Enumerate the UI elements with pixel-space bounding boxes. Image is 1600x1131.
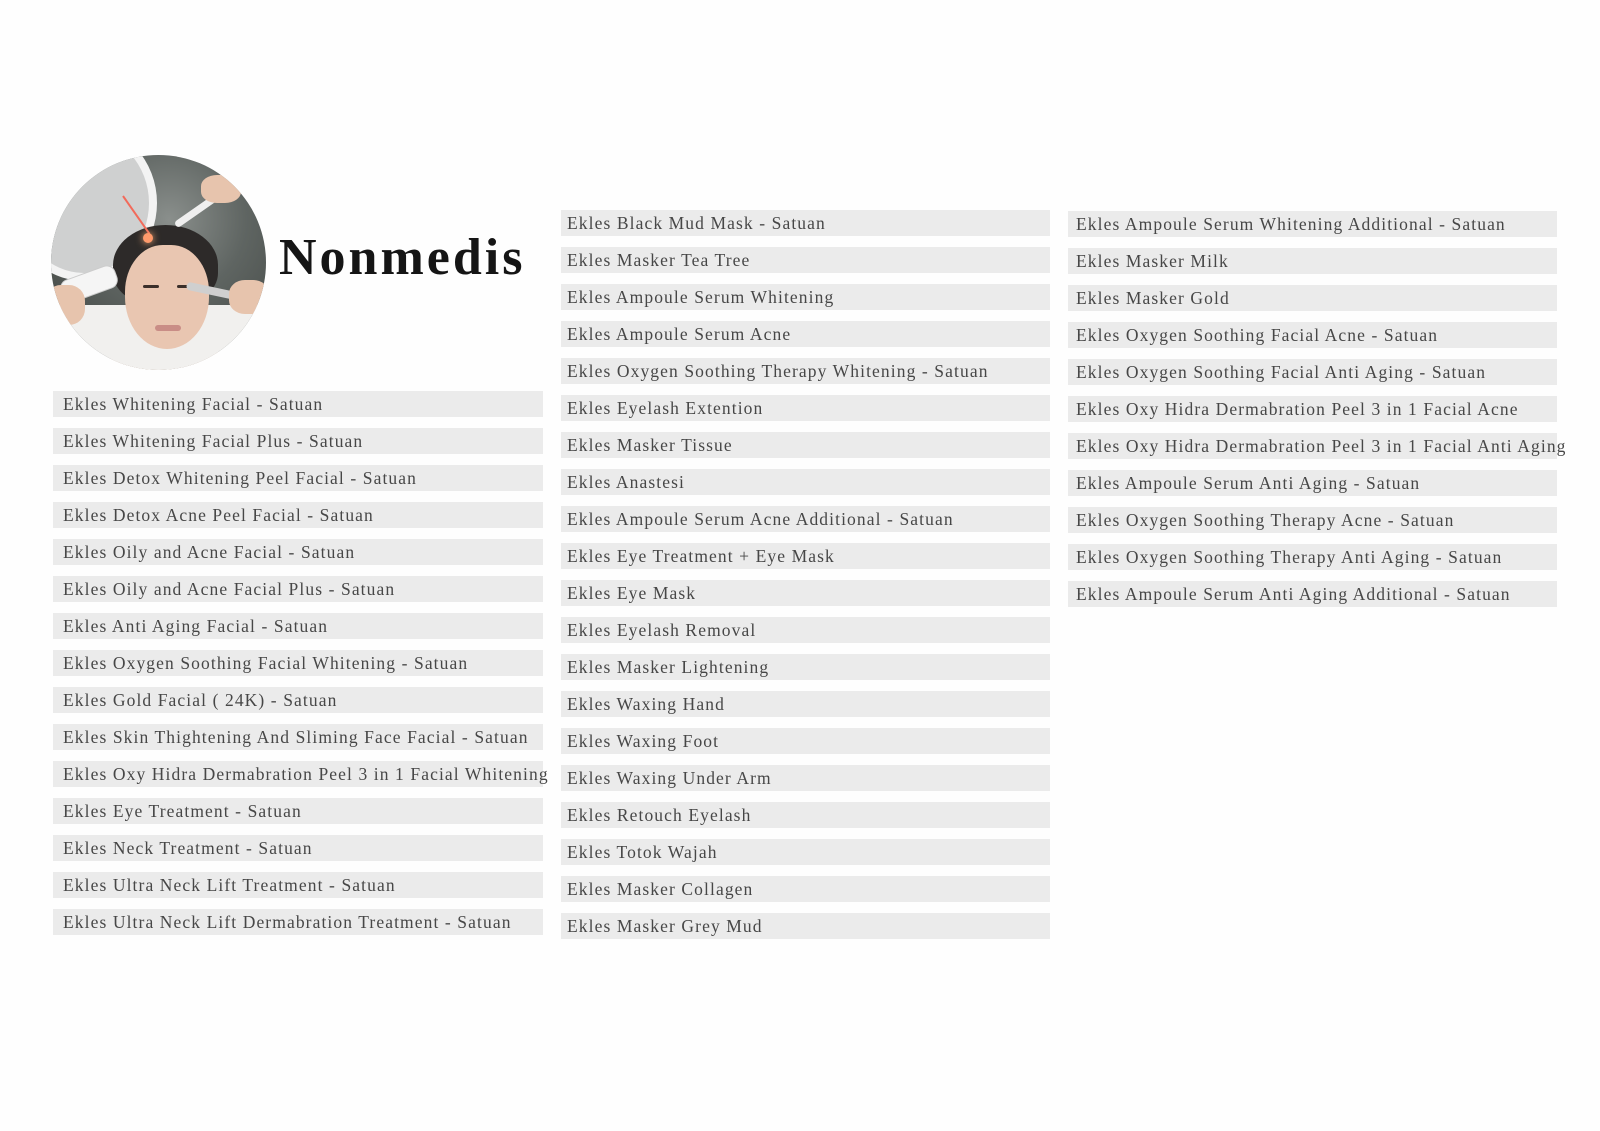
eye-left [143,285,159,288]
hand-left [51,285,85,325]
service-item: Ekles Masker Milk [1068,248,1557,274]
service-item: Ekles Whitening Facial - Satuan [53,391,543,417]
service-item: Ekles Masker Gold [1068,285,1557,311]
hand-top [201,175,241,203]
service-item: Ekles Eyelash Removal [561,617,1050,643]
laser-glow [143,233,153,243]
service-item: Ekles Oxy Hidra Dermabration Peel 3 in 1 Facial Anti Aging [1068,433,1557,459]
service-list-middle [561,210,1050,950]
service-item: Ekles Oxygen Soothing Therapy Whitening - Satuan [561,358,1050,384]
service-item: Ekles Black Mud Mask - Satuan [561,210,1050,236]
service-item: Ekles Eye Treatment - Satuan [53,798,543,824]
service-item: Ekles Masker Lightening [561,654,1050,680]
service-item: Ekles Anastesi [561,469,1050,495]
service-item: Ekles Masker Tissue [561,432,1050,458]
service-item: Ekles Ultra Neck Lift Treatment - Satuan [53,872,543,898]
service-item: Ekles Waxing Under Arm [561,765,1050,791]
service-item: Ekles Ampoule Serum Acne Additional - Satuan [561,506,1050,532]
service-item: Ekles Oxygen Soothing Therapy Acne - Satuan [1068,507,1557,533]
facial-treatment-photo [51,155,266,370]
service-item: Ekles Oxygen Soothing Facial Anti Aging - Satuan [1068,359,1557,385]
service-item: Ekles Gold Facial ( 24K) - Satuan [53,687,543,713]
service-item: Ekles Totok Wajah [561,839,1050,865]
service-item: Ekles Masker Tea Tree [561,247,1050,273]
service-item: Ekles Retouch Eyelash [561,802,1050,828]
service-item: Ekles Oxy Hidra Dermabration Peel 3 in 1 Facial Acne [1068,396,1557,422]
lips [155,325,181,331]
service-list-left [53,391,549,946]
service-item: Ekles Eyelash Extention [561,395,1050,421]
service-item: Ekles Eye Treatment + Eye Mask [561,543,1050,569]
page-title: Nonmedis [279,229,526,286]
service-item: Ekles Neck Treatment - Satuan [53,835,543,861]
service-item: Ekles Detox Whitening Peel Facial - Satuan [53,465,543,491]
service-item: Ekles Anti Aging Facial - Satuan [53,613,543,639]
service-item: Ekles Ultra Neck Lift Dermabration Treatment - Satuan [53,909,543,935]
hand-right [229,280,266,314]
service-item: Ekles Masker Grey Mud [561,913,1050,939]
service-item: Ekles Oxygen Soothing Therapy Anti Aging - Satuan [1068,544,1557,570]
service-item: Ekles Detox Acne Peel Facial - Satuan [53,502,543,528]
face-shape [125,245,209,349]
service-item: Ekles Oily and Acne Facial Plus - Satuan [53,576,543,602]
service-item: Ekles Whitening Facial Plus - Satuan [53,428,543,454]
service-item: Ekles Ampoule Serum Anti Aging Additional - Satuan [1068,581,1557,607]
service-item: Ekles Ampoule Serum Anti Aging - Satuan [1068,470,1557,496]
service-item: Ekles Waxing Foot [561,728,1050,754]
service-item: Ekles Waxing Hand [561,691,1050,717]
service-item: Ekles Oily and Acne Facial - Satuan [53,539,543,565]
service-item: Ekles Oxygen Soothing Facial Whitening - Satuan [53,650,543,676]
service-item: Ekles Oxy Hidra Dermabration Peel 3 in 1 Facial Whitening [53,761,543,787]
service-item: Ekles Ampoule Serum Whitening [561,284,1050,310]
service-item: Ekles Ampoule Serum Acne [561,321,1050,347]
service-list-right [1068,211,1567,618]
service-item: Ekles Masker Collagen [561,876,1050,902]
service-item: Ekles Ampoule Serum Whitening Additional - Satuan [1068,211,1557,237]
service-item: Ekles Eye Mask [561,580,1050,606]
service-item: Ekles Oxygen Soothing Facial Acne - Satuan [1068,322,1557,348]
service-item: Ekles Skin Thightening And Sliming Face Facial - Satuan [53,724,543,750]
